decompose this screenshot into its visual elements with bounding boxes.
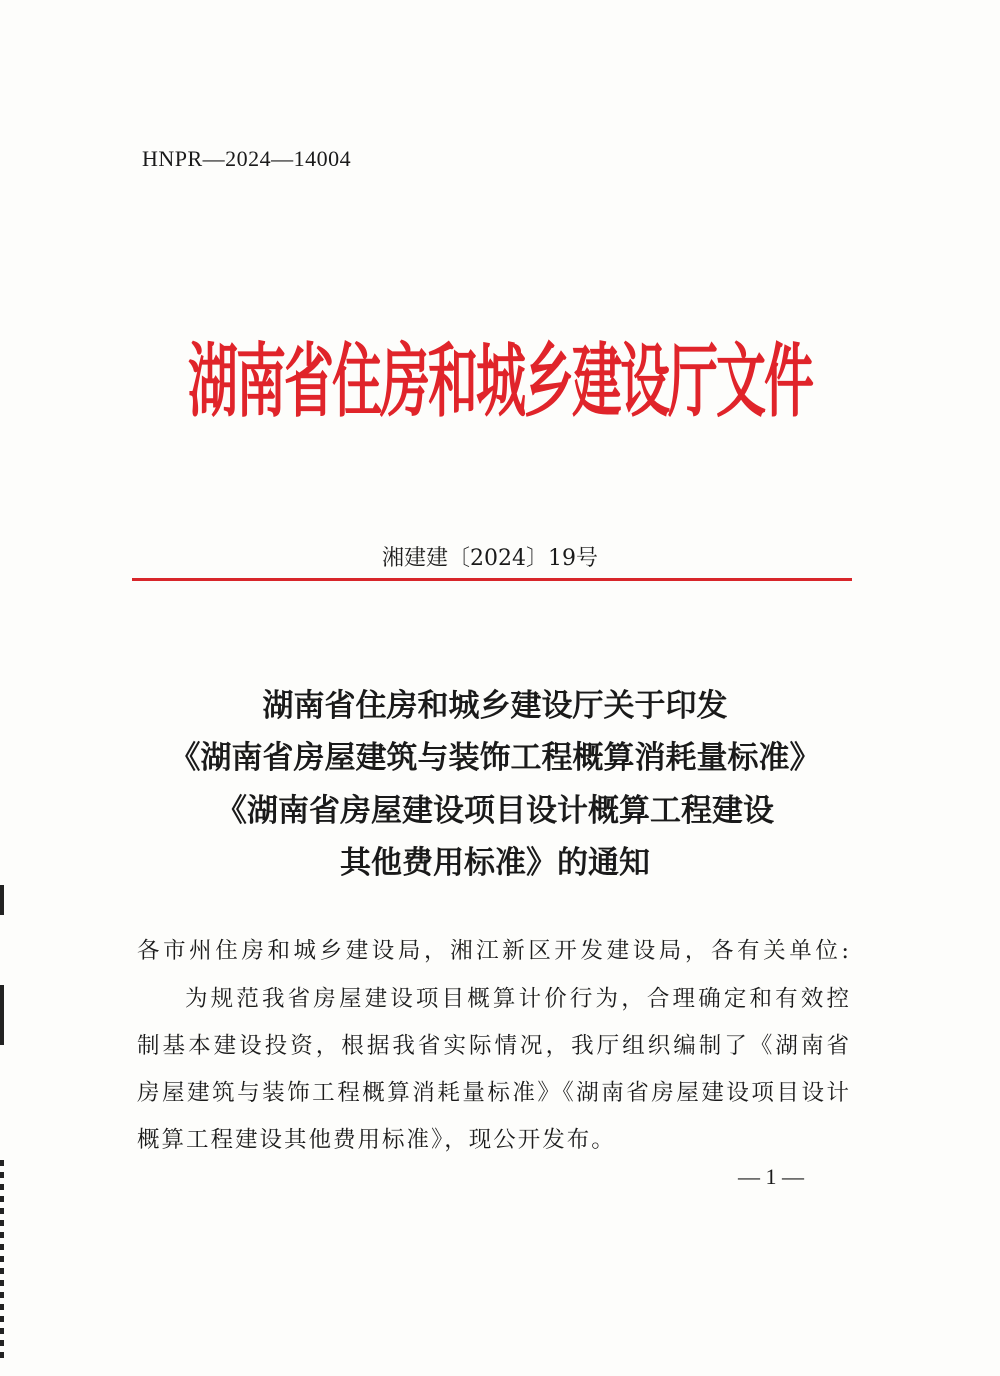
body-line: 房屋建筑与装饰工程概算消耗量标准》《湖南省房屋建设项目设计	[137, 1080, 849, 1106]
addressee: 各市州住房和城乡建设局，湘江新区开发建设局，各有关单位:	[137, 938, 849, 964]
title-line: 湖南省住房和城乡建设厅关于印发	[262, 688, 728, 724]
document-number: 湘建建〔2024〕19号	[382, 546, 598, 571]
scan-edge-mark	[0, 985, 4, 1045]
title-line: 《湖南省房屋建设项目设计概算工程建设	[216, 793, 774, 829]
body-line: 概算工程建设其他费用标准》，现公开发布。	[137, 1127, 616, 1153]
title-line: 《湖南省房屋建筑与装饰工程概算消耗量标准》	[169, 740, 821, 776]
scan-edge-mark	[0, 1160, 4, 1360]
red-divider	[132, 578, 852, 581]
title-line: 其他费用标准》的通知	[340, 845, 650, 881]
masthead-title: 湖南省住房和城乡建设厅文件	[188, 335, 812, 429]
body-line: 为规范我省房屋建设项目概算计价行为，合理确定和有效控	[185, 986, 849, 1012]
body-line: 制基本建设投资，根据我省实际情况，我厅组织编制了《湖南省	[137, 1033, 849, 1059]
document-id: HNPR—2024—14004	[142, 146, 352, 171]
page-number: — 1 —	[738, 1164, 804, 1189]
scan-edge-mark	[0, 885, 4, 915]
